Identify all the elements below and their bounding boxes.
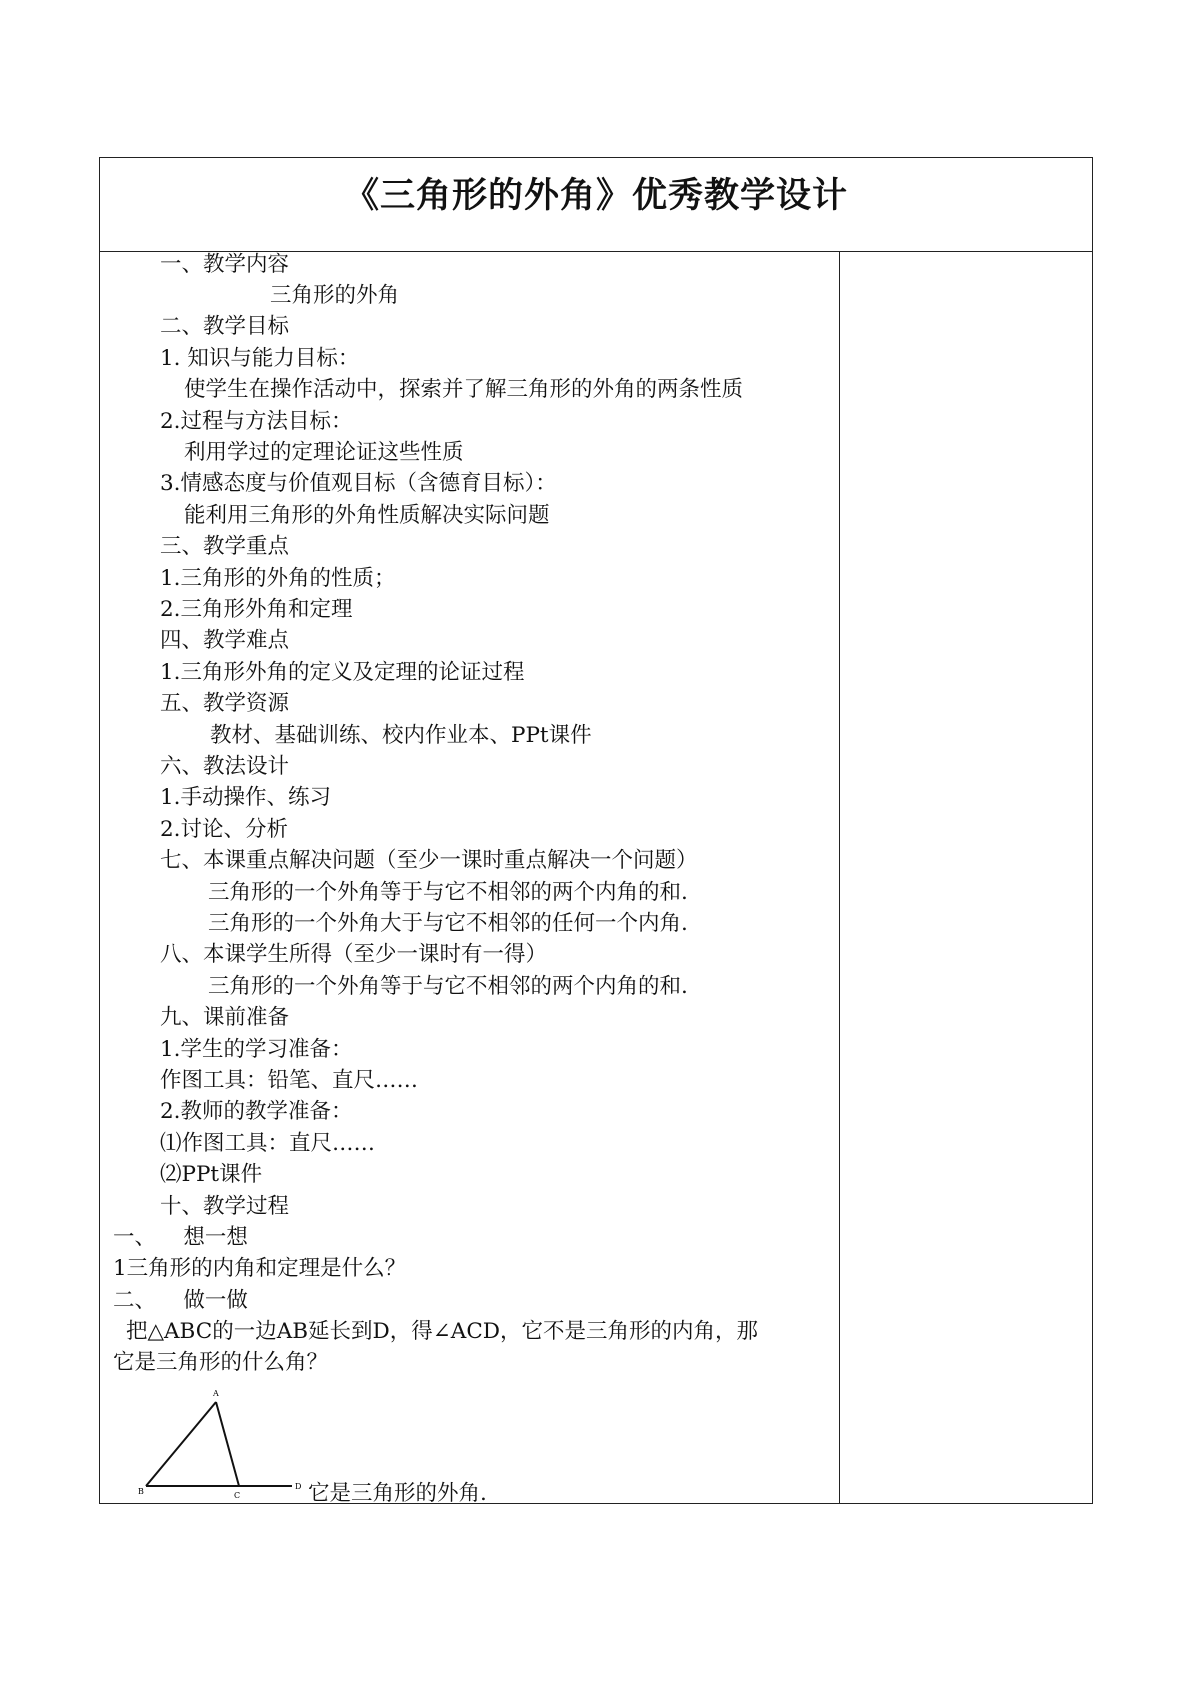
text-line: 能利用三角形的外角性质解决实际问题 [184,503,550,528]
triangle-diagram [130,1378,310,1502]
text-line: ⑵PPt课件 [160,1162,263,1187]
title-row [100,158,1092,252]
section-heading: 四、教学难点 [160,628,290,653]
section-heading: 九、课前准备 [160,1005,290,1030]
text-line: 三角形的外角 [270,283,400,308]
section-heading: 六、教法设计 [160,754,290,779]
section-heading: 一、教学内容 [160,252,290,277]
text-line: ⑴作图工具：直尺…… [160,1131,376,1156]
text-line: 2.讨论、分析 [160,817,289,842]
text-line: 3.情感态度与价值观目标（含德育目标）： [160,471,557,496]
section-heading: 二、教学目标 [160,314,290,339]
text-line: 二、 做一做 [113,1288,248,1313]
page-title: 《三角形的外角》优秀教学设计 [343,176,848,216]
section-heading: 五、教学资源 [160,691,290,716]
text-line: 2.三角形外角和定理 [160,597,353,622]
section-heading: 十、教学过程 [160,1194,290,1219]
text-line: 作图工具：铅笔、直尺…… [160,1068,419,1093]
text-line: 1.三角形的外角的性质； [160,566,396,591]
side-ab [146,1402,216,1486]
side-ac [216,1402,239,1486]
section-heading: 八、本课学生所得（至少一课时有一得） [160,942,548,967]
text-line: 1三角形的内角和定理是什么？ [113,1256,407,1281]
label-c: C [234,1491,241,1500]
column-divider [839,252,840,1503]
section-heading: 七、本课重点解决问题（至少一课时重点解决一个问题） [160,848,698,873]
text-line: 2.过程与方法目标： [160,409,353,434]
text-line: 1.三角形外角的定义及定理的论证过程 [160,660,525,685]
text-line: 使学生在操作活动中，探索并了解三角形的外角的两条性质 [184,377,744,402]
section-heading: 三、教学重点 [160,534,290,559]
text-line: 2.教师的教学准备： [160,1099,353,1124]
text-line: 利用学过的定理论证这些性质 [184,440,464,465]
text-line: 1.手动操作、练习 [160,785,332,810]
text-line: 教材、基础训练、校内作业本、PPt课件 [210,723,592,748]
text-line: 把△ABC的一边AB延长到D，得∠ACD，它不是三角形的内角，那 [126,1319,759,1344]
diagram-caption: 它是三角形的外角. [308,1481,487,1506]
label-b: B [138,1487,144,1496]
text-line: 1. 知识与能力目标： [160,346,360,371]
label-a: A [213,1389,219,1398]
text-line: 它是三角形的什么角？ [113,1350,329,1375]
text-line: 三角形的一个外角大于与它不相邻的任何一个内角. [208,911,688,936]
text-line: 1.学生的学习准备： [160,1037,353,1062]
text-line: 三角形的一个外角等于与它不相邻的两个内角的和. [208,974,688,999]
label-d: D [295,1482,302,1491]
text-line: 三角形的一个外角等于与它不相邻的两个内角的和. [208,880,688,905]
text-line: 一、 想一想 [113,1225,248,1250]
